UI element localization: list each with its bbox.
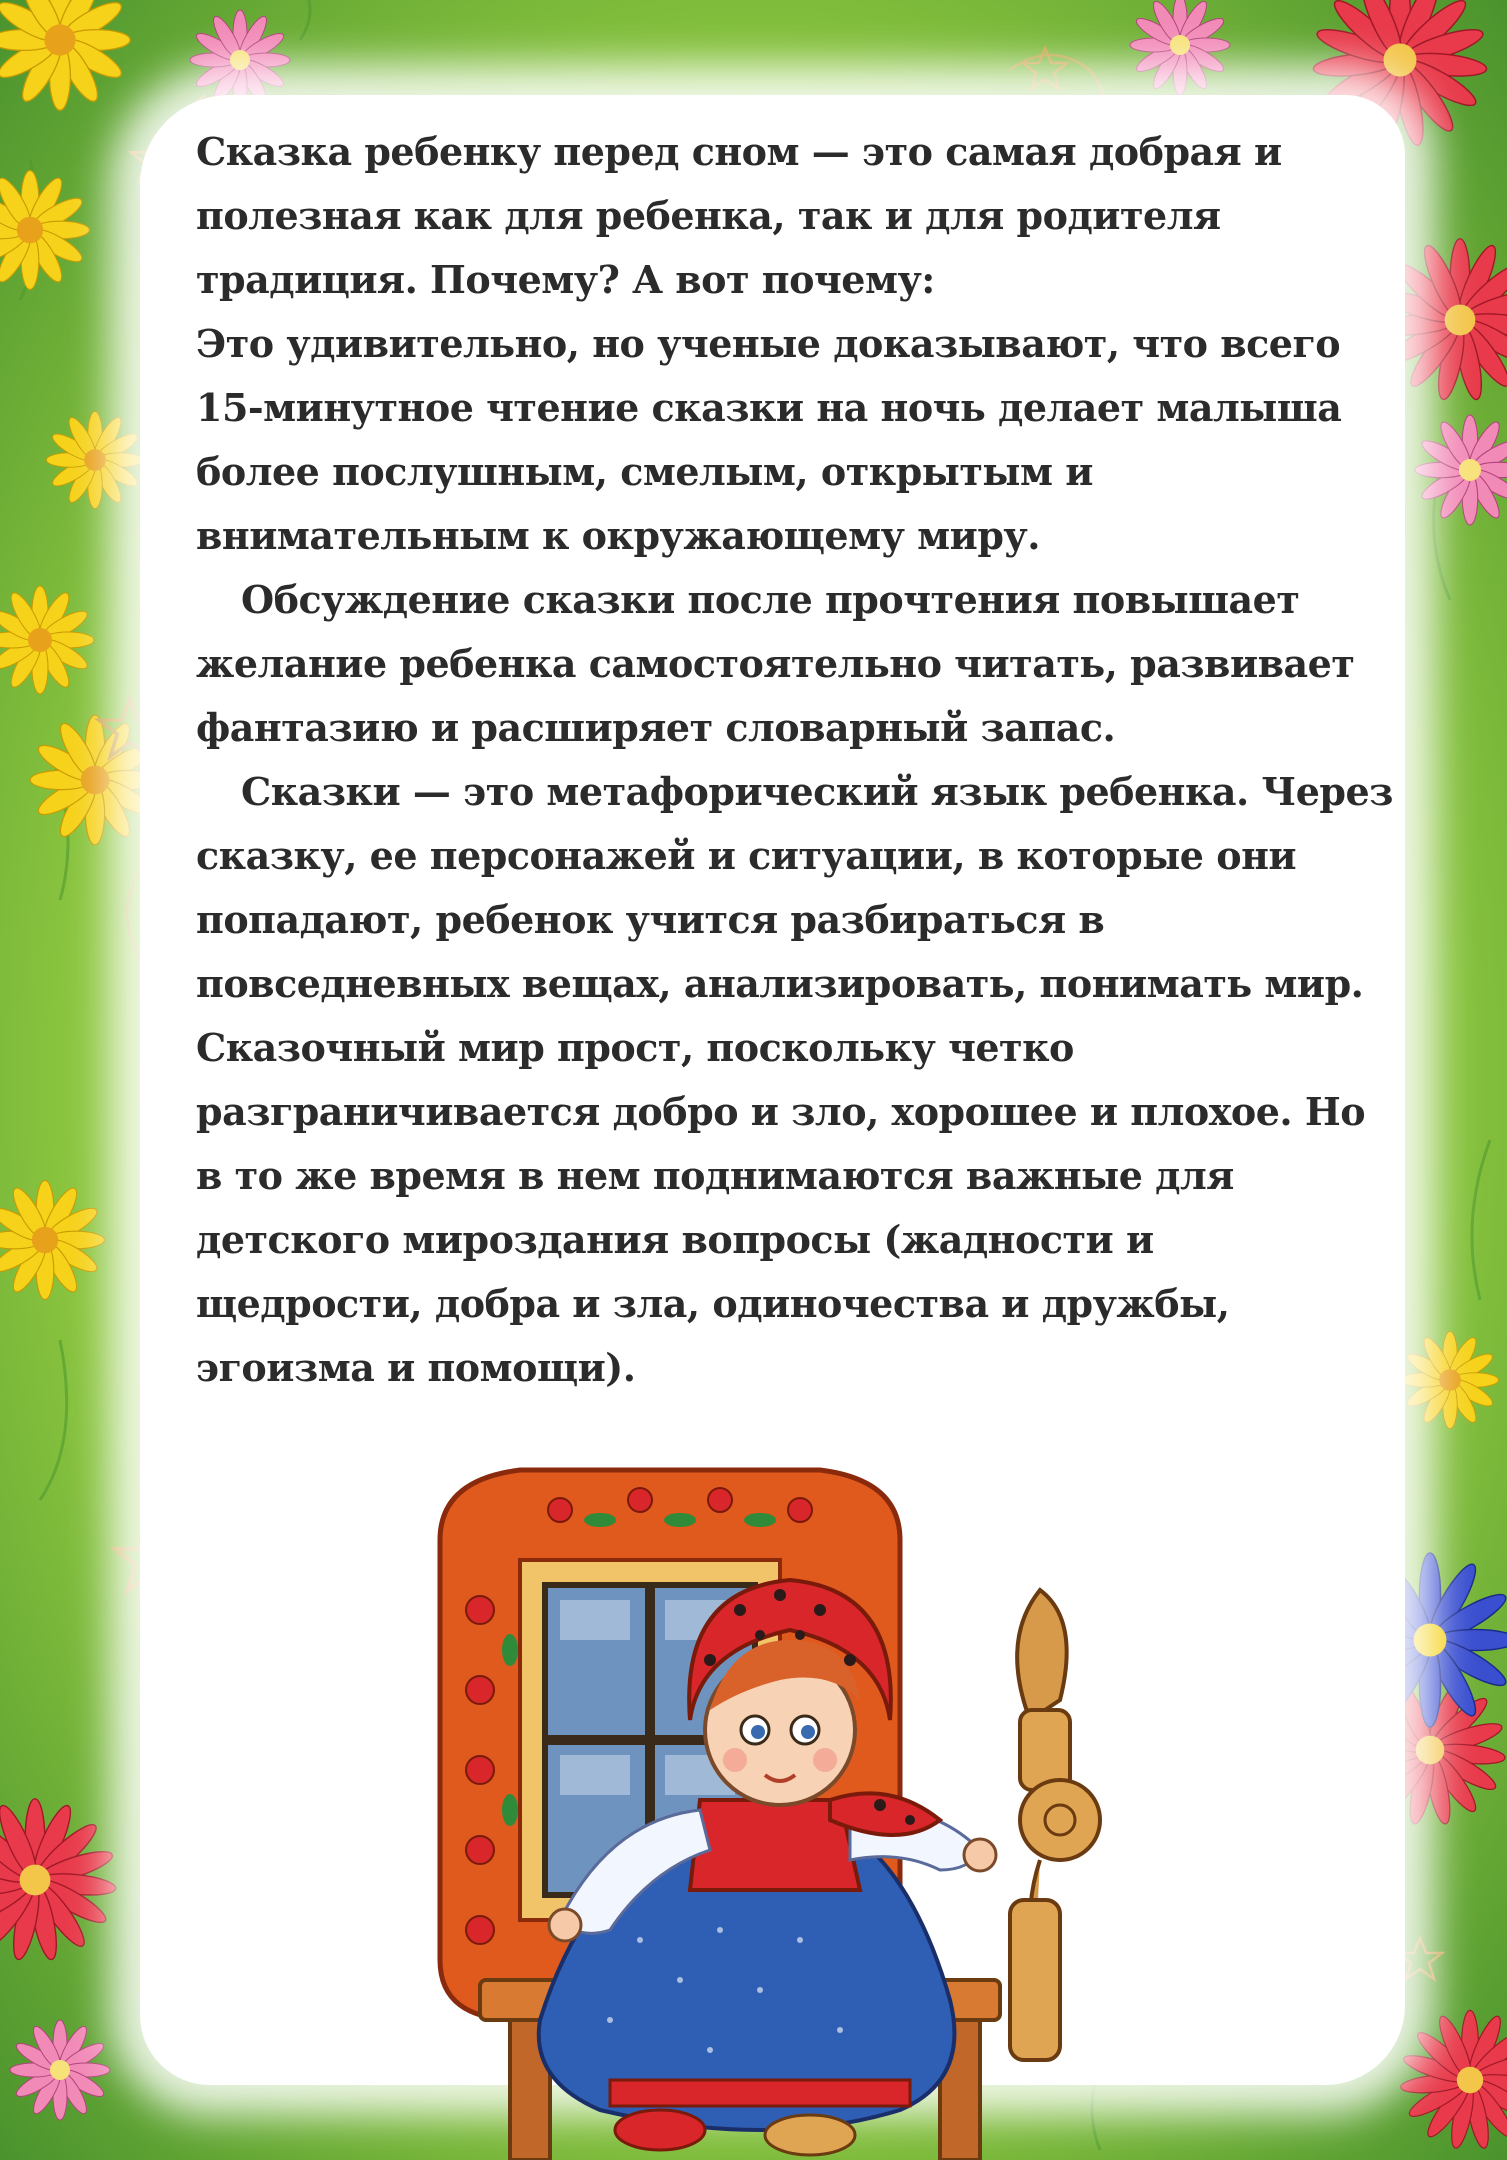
article-text <box>196 120 1426 1400</box>
paragraph-intro: Сказка ребенку перед сном — это самая добрая и полезная как для ребенка, так и для родителя традиция. Почему? А вот почему: <box>196 129 1282 302</box>
paragraph-metaphor: Сказки — это метафорический язык ребенка. Через сказку, ее персонажей и ситуации, в которые они попадают, ребенок учится разбираться в повседневных вещах, анализировать, понимать мир. Сказочный мир прост, поскольку четко разграничивается добро и зло, хорошее и плохое. Но в то же время в нем поднимаются важные для детского мироздания вопросы (жадности и щедрости, добра и зла, одиночества и дружбы, эгоизма и помощи). <box>196 769 1393 1390</box>
spinning-wheel-icon <box>1010 1590 1100 2060</box>
paragraph-discussion: Обсуждение сказки после прочтения повышает желание ребенка самостоятельно читать, развивает фантазию и расширяет словарный запас. <box>196 577 1355 750</box>
paragraph-research: Это удивительно, но ученые доказывают, что всего 15-минутное чтение сказки на ночь делает малыша более послушным, смелым, открытым и внимательным к окружающему миру. <box>196 321 1342 558</box>
illustration-girl-spinning <box>380 1460 1200 2160</box>
